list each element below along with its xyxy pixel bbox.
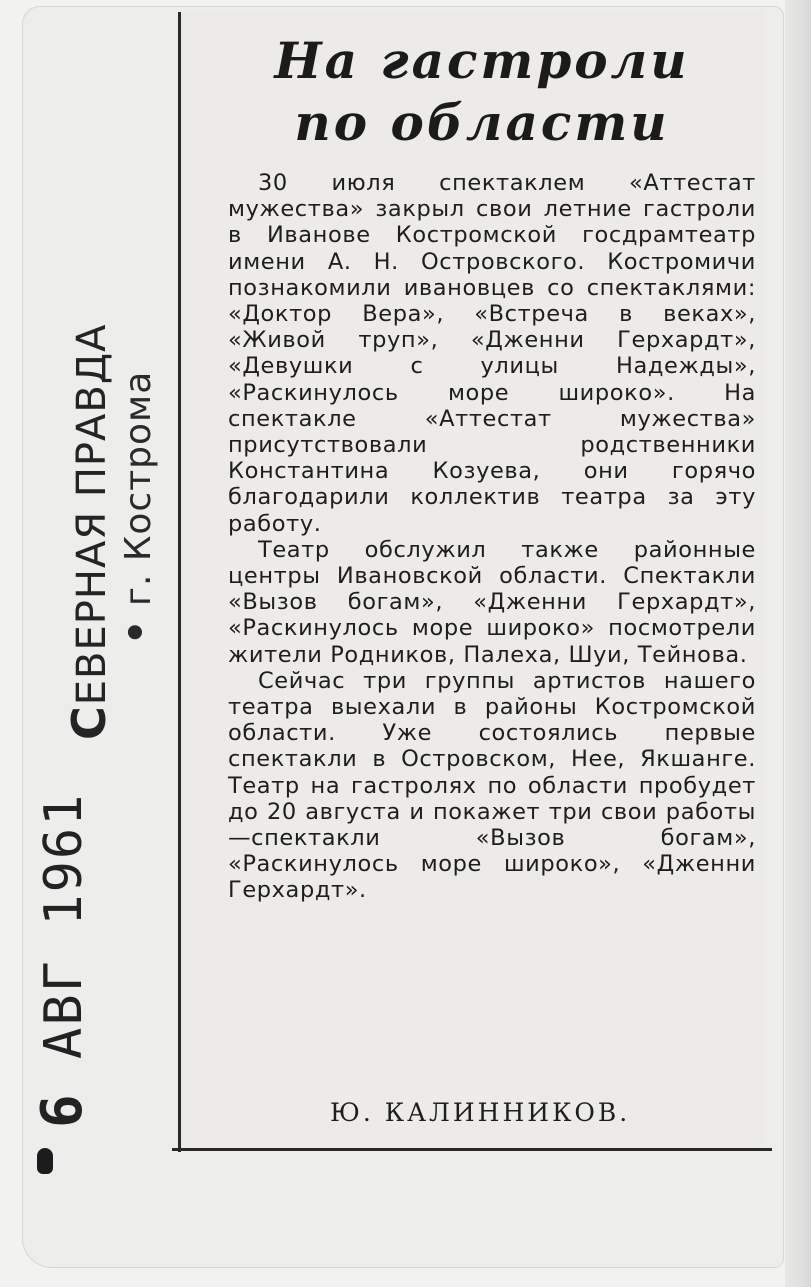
date-month-year: АВГ 1961 — [34, 792, 94, 1059]
date-stamp — [30, 793, 95, 1128]
article-paragraph-2: Театр обслужил также районные центры Ивановской области. Спектакли «Вызов богам», «Дженни Герхардт», «Раскинулось море широко» посмотрели жители Родников, Палеха, Шуи, Тейнова. — [228, 536, 756, 668]
city-name: г. Кострома — [118, 370, 159, 606]
article-body — [228, 170, 756, 904]
newspaper-name-rest: ЕВЕРНАЯ ПРАВДА — [69, 323, 115, 706]
article-headline — [186, 30, 778, 154]
article-paragraph-1: 30 июля спектаклем «Аттестат мужества» закрыл свои летние гастроли в Иванове Костромской госдрамтеатр имени А. Н. Островского. Костромичи познакомили ивановцев со спектаклями: «Доктор Вера», «Встреча в веках», «Живой труп», «Дженни Герхардт», «Девушки с улицы Надежды», «Раскинулось море широко». На спектакле «Аттестат мужества» присутствовали родственники Константина Козуева, они горячо благодарили коллектив театра за эту работу. — [228, 170, 756, 537]
article-signature: Ю. КАЛИННИКОВ. — [330, 1098, 631, 1127]
newspaper-name-stamp — [62, 324, 116, 740]
page-edge — [785, 0, 811, 1287]
newspaper-name-first-letter: С — [62, 705, 116, 740]
headline-line-2: по области — [294, 93, 670, 152]
headline-line-1: На гастроли — [274, 31, 690, 90]
city-stamp — [114, 371, 160, 645]
city-bullet: • — [114, 618, 160, 645]
date-day: 6 — [30, 1092, 95, 1128]
article-paragraph-3: Сейчас три группы артистов нашего театра выехали в районы Костромской области. Уже состоялись первые спектакли в Островском, Нее, Якшанге. Театр на гастролях по области пробудет до 20 августа и покажет три свои работы—спектакли «Вызов богам», «Раскинулось море широко», «Дженни Герхардт». — [228, 667, 756, 904]
clipping-border-left — [178, 12, 181, 1152]
clipping-border-bottom — [172, 1148, 772, 1151]
ink-mark — [37, 1148, 53, 1174]
